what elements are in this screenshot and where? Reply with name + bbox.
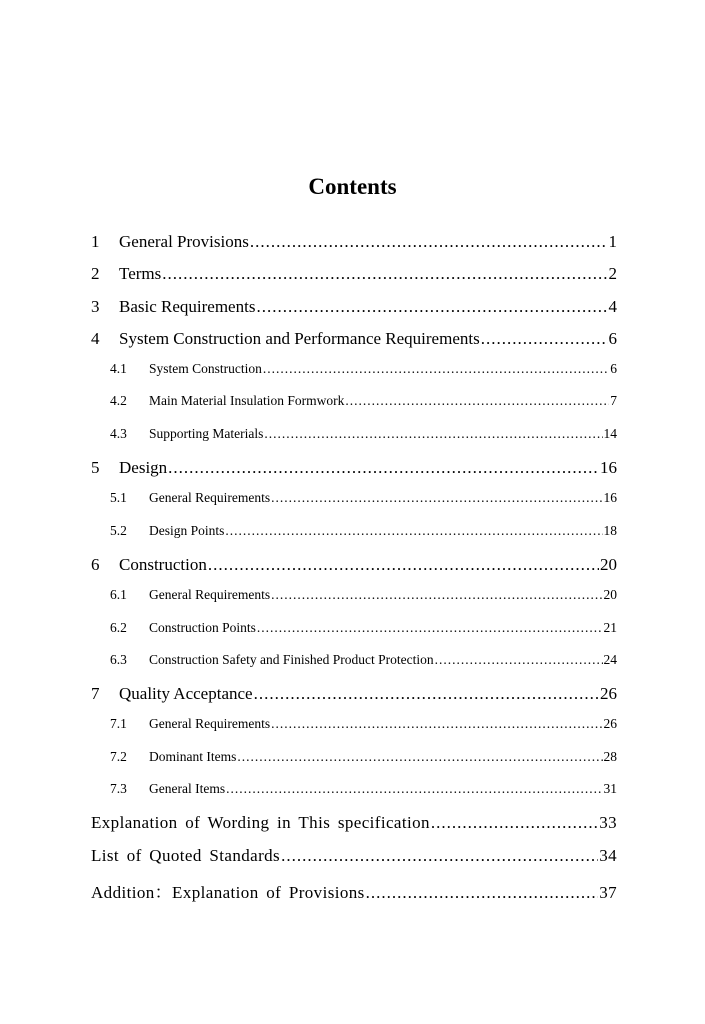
toc-entry-page: 26 xyxy=(603,716,617,732)
toc-entry-label: Terms xyxy=(119,264,162,284)
toc-entry-label: General Provisions xyxy=(119,232,249,251)
toc-entry-label: Construction Points xyxy=(149,619,256,635)
toc-appendix-entry[interactable] xyxy=(91,813,617,845)
dot-leader xyxy=(264,426,602,442)
toc-entry-number: 6.2 xyxy=(110,619,127,635)
toc-entry-number: 7.1 xyxy=(110,716,127,732)
toc-subentry[interactable] xyxy=(91,393,617,425)
toc-entry-page: 20 xyxy=(600,554,617,574)
toc-entry-page: 6 xyxy=(608,328,617,348)
toc-entry[interactable] xyxy=(91,264,617,296)
toc-entry-label: Design xyxy=(119,458,168,478)
toc-entry-label: General Requirements xyxy=(149,716,271,732)
toc-entry-label: List of Quoted Standards xyxy=(91,845,281,865)
toc-entry-label: General Requirements xyxy=(149,490,271,506)
dot-leader xyxy=(254,684,599,704)
toc-subentry[interactable] xyxy=(91,523,617,555)
toc-entry-page: 26 xyxy=(600,684,617,704)
toc-entry-label: Supporting Materials xyxy=(149,425,264,441)
dot-leader xyxy=(256,297,607,317)
toc-entry[interactable] xyxy=(91,232,617,264)
toc-entry-page: 21 xyxy=(603,619,617,635)
toc-entry-page: 14 xyxy=(603,425,617,441)
toc-entry-label: General Items xyxy=(149,781,226,797)
toc-subentry[interactable] xyxy=(91,749,617,781)
toc-subentry[interactable] xyxy=(91,587,617,619)
toc-entry-number: 3 xyxy=(91,296,100,316)
dot-leader xyxy=(250,232,608,252)
toc-entry-label: Construction Safety and Finished Product Protection xyxy=(149,651,434,667)
toc-entry-label: Basic Requirements xyxy=(119,296,256,316)
dot-leader xyxy=(162,264,607,284)
toc-entry[interactable] xyxy=(91,329,617,361)
toc-entry-page: 16 xyxy=(603,490,617,506)
toc-entry-page: 37 xyxy=(599,882,617,902)
dot-leader xyxy=(281,846,598,866)
toc-entry-label: Construction xyxy=(119,554,207,574)
toc-entry-number: 6 xyxy=(91,554,100,574)
toc-entry-page: 28 xyxy=(603,748,617,764)
toc-entry-number: 4.2 xyxy=(110,393,127,409)
toc-entry-number: 7.3 xyxy=(110,781,127,797)
toc-entry-label: Design Points xyxy=(149,522,225,538)
toc-entry[interactable] xyxy=(91,684,617,716)
toc-entry-number: 1 xyxy=(91,232,100,251)
toc-entry-number: 5.2 xyxy=(110,522,127,538)
toc-entry-label: System Construction and Performance Requirements xyxy=(119,328,480,348)
toc-entry-page: 4 xyxy=(608,296,617,316)
toc-entry-page: 18 xyxy=(603,522,617,538)
toc-entry-number: 7.2 xyxy=(110,748,127,764)
toc-entry[interactable] xyxy=(91,555,617,587)
table-of-contents xyxy=(91,232,617,910)
toc-entry-page: 2 xyxy=(608,264,617,284)
toc-entry-number: 6.3 xyxy=(110,651,127,667)
toc-entry-page: 24 xyxy=(603,651,617,667)
toc-entry-page: 7 xyxy=(610,393,617,409)
toc-entry-page: 34 xyxy=(599,845,617,865)
toc-appendix-entry[interactable] xyxy=(91,846,617,878)
toc-subentry[interactable] xyxy=(91,361,617,393)
toc-entry-number: 5.1 xyxy=(110,490,127,506)
dot-leader xyxy=(271,587,602,603)
dot-leader xyxy=(168,458,599,478)
toc-entry-label: System Construction xyxy=(149,361,262,377)
toc-entry-page: 20 xyxy=(603,587,617,603)
dot-leader xyxy=(366,883,599,903)
toc-entry-page: 6 xyxy=(610,361,617,377)
dot-leader xyxy=(237,749,602,765)
toc-entry-label: Explanation of Wording in This specification xyxy=(91,813,430,833)
dot-leader xyxy=(208,555,599,575)
toc-entry-number: 4.1 xyxy=(110,361,127,377)
toc-subentry[interactable] xyxy=(91,620,617,652)
dot-leader xyxy=(263,361,609,377)
toc-appendix-entry[interactable] xyxy=(91,878,617,910)
toc-subentry[interactable] xyxy=(91,490,617,522)
toc-entry-number: 2 xyxy=(91,264,100,284)
dot-leader xyxy=(481,329,608,349)
toc-entry-label: Dominant Items xyxy=(149,748,237,764)
dot-leader xyxy=(431,813,598,833)
contents-title: Contents xyxy=(308,174,397,199)
toc-entry[interactable] xyxy=(91,297,617,329)
toc-entry-label: General Requirements xyxy=(149,587,271,603)
toc-entry-page: 1 xyxy=(608,232,617,251)
dot-leader xyxy=(226,781,602,797)
dot-leader xyxy=(271,490,602,506)
dot-leader xyxy=(257,620,603,636)
toc-subentry[interactable] xyxy=(91,426,617,458)
dot-leader xyxy=(435,652,603,668)
toc-entry-number: 6.1 xyxy=(110,587,127,603)
toc-entry-number: 4.3 xyxy=(110,425,127,441)
toc-entry-page: 16 xyxy=(600,458,617,478)
toc-subentry[interactable] xyxy=(91,652,617,684)
toc-subentry[interactable] xyxy=(91,716,617,748)
toc-entry-label: Addition：Explanation of Provisions xyxy=(91,882,365,902)
dot-leader xyxy=(271,716,602,732)
toc-entry-label: Main Material Insulation Formwork xyxy=(149,393,345,409)
toc-subentry[interactable] xyxy=(91,781,617,813)
toc-entry-number: 7 xyxy=(91,684,100,704)
dot-leader xyxy=(345,393,609,409)
dot-leader xyxy=(225,523,602,539)
toc-entry-page: 33 xyxy=(599,813,617,833)
toc-entry-number: 4 xyxy=(91,328,100,348)
toc-entry-number: 5 xyxy=(91,458,100,478)
toc-entry[interactable] xyxy=(91,458,617,490)
toc-entry-page: 31 xyxy=(603,781,617,797)
toc-entry-label: Quality Acceptance xyxy=(119,684,253,704)
